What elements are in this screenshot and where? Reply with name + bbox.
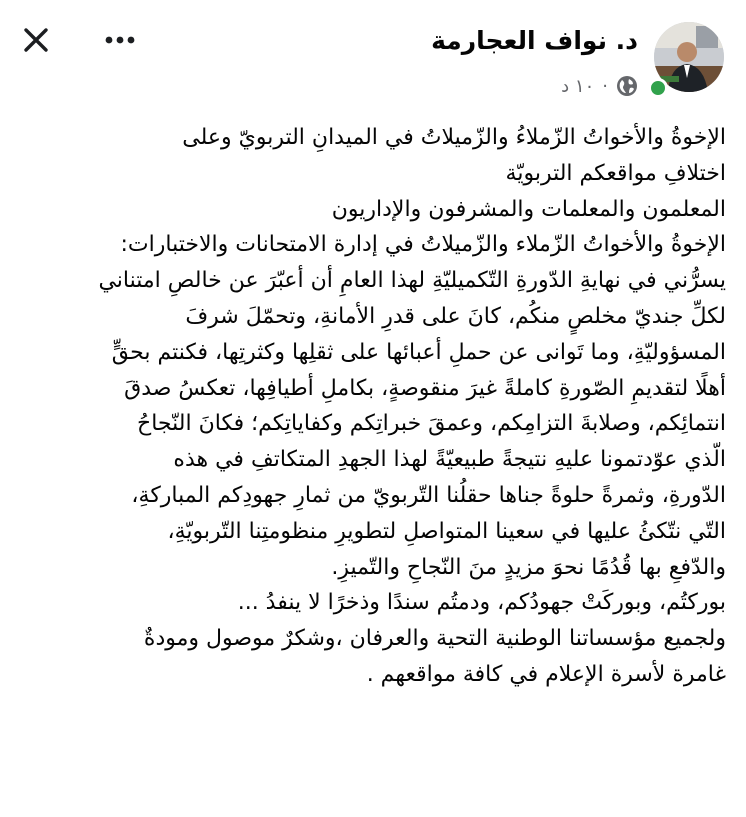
post-line: غامرة لأسرة الإعلام في كافة مواقعهم .	[366, 661, 726, 687]
post-line: انتمائِكم، وصلابةَ التزامِكم، وعمقَ خبراتِكم وكفاياتِكم؛ فكانَ النّجاحُ	[137, 411, 726, 437]
online-status-dot	[648, 78, 668, 98]
post-line: أهلًا لتقديمِ الصّورةِ كاملةً غيرَ منقوصةٍ، بكاملِ أطيافِها، تعكسُ صدقَ	[124, 375, 726, 401]
post-line: الإخوةُ والأخواتُ الزّملاء والزّميلاتُ في إدارة الامتحانات والاختبارات:	[120, 232, 726, 258]
post-line: الّذي عوّدتمونا عليهِ نتيجةً طبيعيّةً لهذا الجهدِ المتكاتفِ في هذه	[173, 447, 726, 473]
post-line: بوركتُم، وبوركَتْ جهودُكم، ودمتُم سندًا وذخرًا لا ينفدُ ...	[237, 590, 726, 616]
post-header	[0, 0, 746, 110]
post-line: المعلمون والمعلمات والمشرفون والإداريون	[331, 196, 726, 222]
post-line: والدّفعِ بها قُدُمًا نحوَ مزيدٍ منَ النّجاحِ والتّميزِ.	[331, 554, 726, 580]
post-line: المسؤوليّةِ، وما تَوانى عن حملِ أعبائها على ثقلِها وكثرتِها، فكنتم بحقٍّ	[111, 339, 726, 365]
post-body	[20, 120, 726, 693]
post-line: يسرُّني في نهايةِ الدّورةِ التّكميليّةِ لهذا العامِ أن أعبّرَ عن خالصِ امتناني	[98, 268, 726, 294]
post-line: اختلافِ مواقعكم التربويّة	[505, 160, 726, 186]
post-timestamp[interactable]: ١٠ د	[561, 75, 595, 97]
post-line: لكلِّ جنديّ مخلصٍ منكُم، كانَ على قدرِ الأمانةِ، وتحمّلَ شرفَ	[185, 303, 726, 329]
post-line: الدّورةِ، وثمرةً حلوةً جناها حقلُنا التّربويّ من ثمارِ جهودِكم المباركةِ،	[131, 482, 726, 508]
post-line: الإخوةُ والأخواتُ الزّملاءُ والزّميلاتُ في الميدانِ التربويّ وعلى	[182, 125, 726, 150]
globe-icon[interactable]	[616, 75, 638, 97]
meta-separator: ·	[602, 75, 608, 97]
author-name[interactable]: د. نواف العجارمة	[431, 26, 638, 55]
more-options-button[interactable]	[98, 22, 142, 58]
close-button[interactable]	[18, 22, 54, 58]
more-options-icon	[104, 35, 136, 45]
post-line: ولجميع مؤسساتنا الوطنية التحية والعرفان ،وشكرٌ موصول ومودةٌ	[143, 626, 726, 652]
post-meta	[561, 73, 638, 99]
post-line: التّي نتّكئُ عليها في سعينا المتواصلِ لتطويرِ منظومتِنا التّربويّةِ،	[167, 518, 726, 544]
close-icon	[22, 26, 50, 54]
